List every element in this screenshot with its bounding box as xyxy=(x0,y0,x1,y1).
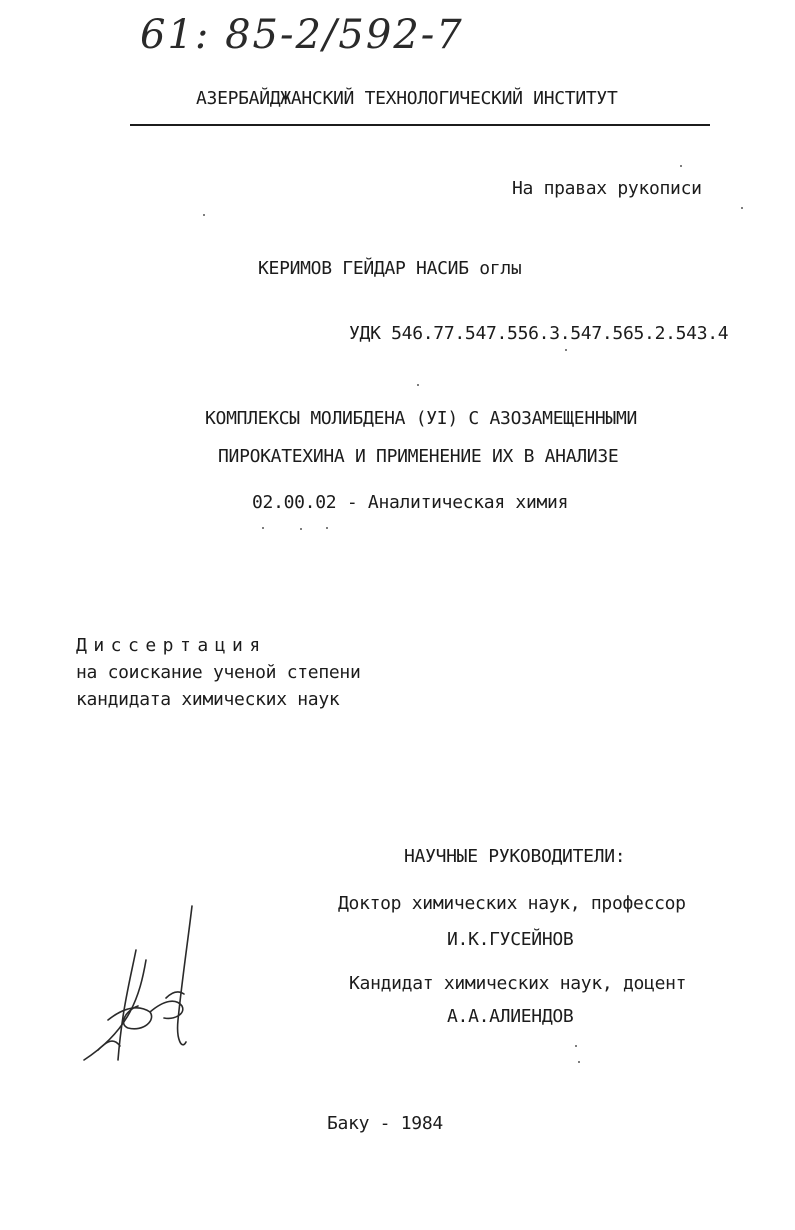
paper-speck xyxy=(578,1061,580,1063)
institution-name: АЗЕРБАЙДЖАНСКИЙ ТЕХНОЛОГИЧЕСКИЙ ИНСТИТУТ xyxy=(196,88,618,109)
place-and-year: Баку - 1984 xyxy=(327,1113,443,1134)
degree-line-2: на соискание ученой степени xyxy=(76,662,361,683)
supervisor-1-title: Доктор химических наук, профессор xyxy=(338,893,686,914)
dissertation-title-line-1: КОМПЛЕКСЫ МОЛИБДЕНА (УI) С АЗОЗАМЕЩЕННЫМИ xyxy=(205,408,638,429)
degree-label: Диссертация xyxy=(76,635,267,656)
paper-speck xyxy=(300,528,302,530)
supervisor-1-name: И.К.ГУСЕЙНОВ xyxy=(447,929,574,950)
paper-speck xyxy=(262,527,264,529)
paper-speck xyxy=(417,384,419,386)
dissertation-title-line-2: ПИРОКАТЕХИНА И ПРИМЕНЕНИЕ ИХ В АНАЛИЗЕ xyxy=(218,446,619,467)
paper-speck xyxy=(203,214,205,216)
supervisors-heading: НАУЧНЫЕ РУКОВОДИТЕЛИ: xyxy=(404,846,626,867)
signature-scribble xyxy=(78,900,208,1080)
supervisor-2-title: Кандидат химических наук, доцент xyxy=(349,973,687,994)
header-rule xyxy=(130,124,710,126)
paper-speck xyxy=(565,349,567,351)
degree-line-3: кандидата химических наук xyxy=(76,689,340,710)
paper-speck xyxy=(326,527,328,529)
paper-speck xyxy=(575,1045,577,1047)
paper-speck xyxy=(741,207,743,209)
specialty-code: 02.00.02 - Аналитическая химия xyxy=(252,492,569,513)
supervisor-2-name: А.А.АЛИЕНДОВ xyxy=(447,1006,574,1027)
udc-code: УДК 546.77.547.556.3.547.565.2.543.4 xyxy=(349,323,729,344)
author-name: КЕРИМОВ ГЕЙДАР НАСИБ оглы xyxy=(258,258,522,279)
archive-mark: 61: 85-2/592-7 xyxy=(140,12,464,58)
rights-note: На правах рукописи xyxy=(512,178,702,199)
paper-speck xyxy=(680,165,682,167)
